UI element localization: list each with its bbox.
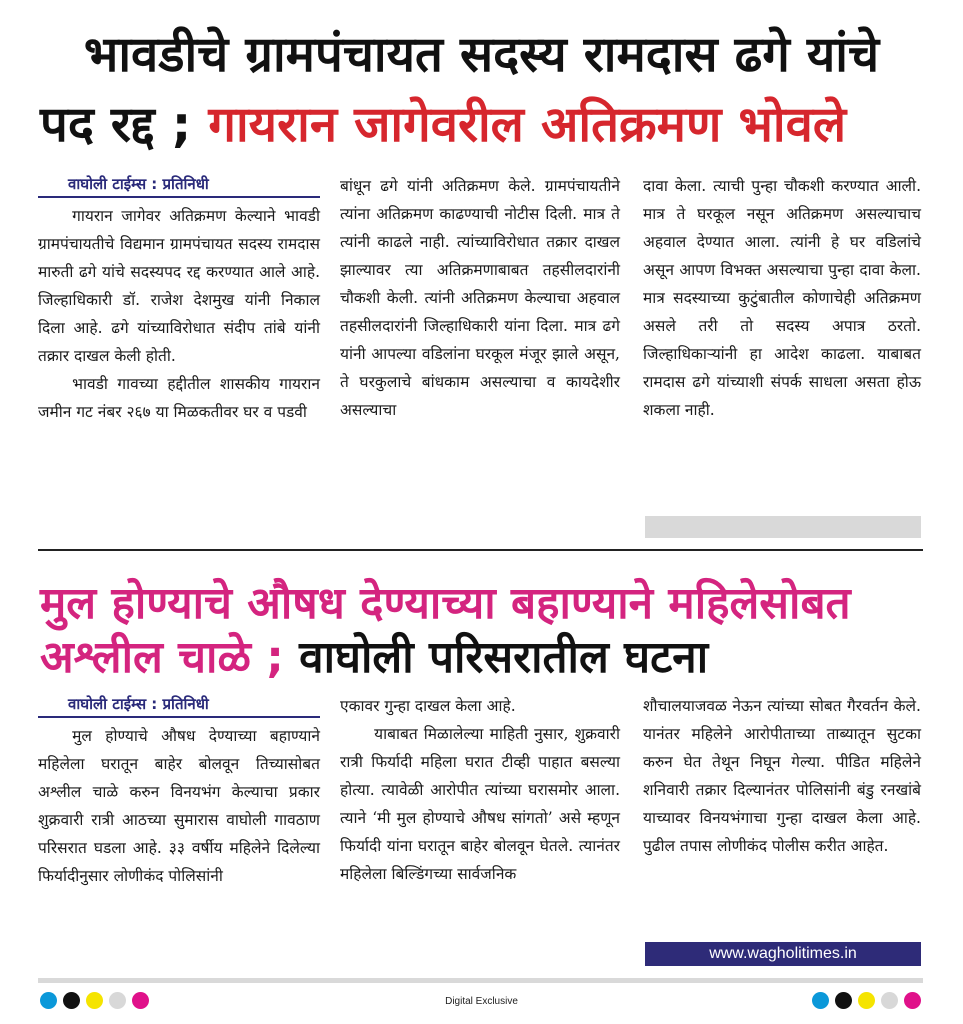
story1-headline-line1: भावडीचे ग्रामपंचायत सदस्य रामदास ढगे यांचे	[83, 26, 880, 83]
magenta-dot	[904, 992, 921, 1009]
story1-col3-para: दावा केला. त्याची पुन्हा चौकशी करण्यात आली. मात्र ते घरकूल नसून अतिक्रमण असल्याचाच अहवाल देण्यात आला. त्यांनी हे घर वडिलांचे असून आपण विभक्त असल्याचा पुन्हा दावा केला. मात्र सदस्याच्या कुटुंबातील कोणाचेही अतिक्रमण असले तरी तो सदस्य अपात्र ठरतो. जिल्हाधिकाऱ्यांनी हा आदेश काढला. याबाबत रामदास ढगे यांच्याशी संपर्क साधला असता होऊ शकला नाही.	[643, 177, 921, 419]
story1-headline-line2	[40, 96, 847, 153]
story2-headline-black: वाघोली परिसरातील घटना	[299, 632, 709, 683]
story2-headline-pink: अश्लील चाळे ;	[40, 632, 284, 683]
story2-col2-para1: एकावर गुन्हा दाखल केला आहे.	[340, 697, 516, 715]
story1-col1-para2: भावडी गावच्या हद्दीतील शासकीय गायरान जमीन गट नंबर २६७ या मिळकतीवर घर व पडवी	[38, 375, 320, 421]
website-banner[interactable]: www.wagholitimes.in	[645, 942, 921, 966]
footer-digital-exclusive: Digital Exclusive	[445, 996, 518, 1007]
story1-byline: वाघोली टाईम्स : प्रतिनिधी	[38, 172, 320, 198]
story1-col1-para1: गायरान जागेवर अतिक्रमण केल्याने भावडी ग्रामपंचायतीचे विद्यमान ग्रामपंचायत सदस्य रामदास मारुती ढगे यांचे सदस्यपद रद्द करण्यात आले आहे. जिल्हाधिकारी डॉ. राजेश देशमुख यांनी निकाल दिला आहे. ढगे यांच्याविरोधात संदीप तांबे यांनी तक्रार दाखल केली होती.	[38, 207, 320, 365]
yellow-dot	[858, 992, 875, 1009]
story2-col3-para: शौचालयाजवळ नेऊन त्यांच्या सोबत गैरवर्तन केले. यानंतर महिलेने आरोपीताच्या ताब्यातून सुटका करुन घेत तेथून निघून गेल्या. पीडित महिलेने शनिवारी तक्रार दिल्यानंतर पोलिसांनी बंडु रनखांबे याच्यावर विनयभंगाचा गुन्हा दाखल केला आहे. पुढील तपास लोणीकंद पोलीस करीत आहेत.	[643, 697, 921, 855]
story2-col1-para: मुल होण्याचे औषध देण्याच्या बहाण्याने महिलेला घरातून बाहेर बोलवून तिच्यासोबत अश्लील चाळे करुन विनयभंग केल्याचा प्रकार शुक्रवारी रात्री आठच्या सुमारास वाघोली गावठाण परिसरात घडला आहे. ३३ वर्षीय महिलेने दिलेल्या फिर्यादीनुसार लोणीकंद पोलिसांनी	[38, 727, 320, 885]
story1-col2-para: बांधून ढगे यांनी अतिक्रमण केले. ग्रामपंचायतीने त्यांना अतिक्रमण काढण्याची नोटीस दिली. मात्र ते त्यांनी काढले नाही. त्यांच्याविरोधात तक्रार दाखल झाल्यावर त्या अतिक्रमणाबाबत तहसीलदारांनी चौकशी केली. त्यांनी अतिक्रमण केल्याचा अहवाल तहसीलदारांनी जिल्हाधिकारी यांना दिला. मात्र ढगे यांनी आपल्या वडिलांना घरकूल मंजूर झाले असून, ते घरकुलाचे बांधकाम असल्याचा व कायदेशीर असल्याचा	[340, 177, 620, 419]
story1-headline-red: गायरान जागेवरील अतिक्रमण भोवले	[208, 96, 847, 153]
story1-end-bar	[645, 516, 921, 538]
footer-rule	[38, 978, 923, 983]
story1-column-1	[38, 172, 320, 426]
story2-headline-line2	[40, 632, 709, 683]
story1-column-2	[340, 172, 620, 424]
story1-column-3	[643, 172, 921, 424]
registration-dots-right	[812, 992, 921, 1009]
story-divider	[38, 549, 923, 551]
black-dot	[835, 992, 852, 1009]
cyan-dot	[812, 992, 829, 1009]
story2-column-1	[38, 692, 320, 890]
story2-col2-para2: याबाबत मिळालेल्या माहिती नुसार, शुक्रवारी रात्री फिर्यादी महिला घरात टीव्ही पाहात बसल्या होत्या. त्यावेळी आरोपीत त्यांच्या घरासमोर आला. त्याने ‘मी मुल होण्याचे औषध सांगतो’ असे म्हणून फिर्यादी यांना घरातून बाहेर बोलवून घेतले. त्यानंतर महिलेला बिल्डिंगच्या सार्वजनिक	[340, 725, 620, 883]
story2-column-2	[340, 692, 620, 888]
story2-byline: वाघोली टाईम्स : प्रतिनिधी	[38, 692, 320, 718]
story1-headline-black: पद रद्द ;	[40, 96, 192, 153]
grey-dot	[881, 992, 898, 1009]
story2-headline-line1: मुल होण्याचे औषध देण्याच्या बहाण्याने महिलेसोबत	[40, 578, 851, 629]
story2-column-3	[643, 692, 921, 860]
